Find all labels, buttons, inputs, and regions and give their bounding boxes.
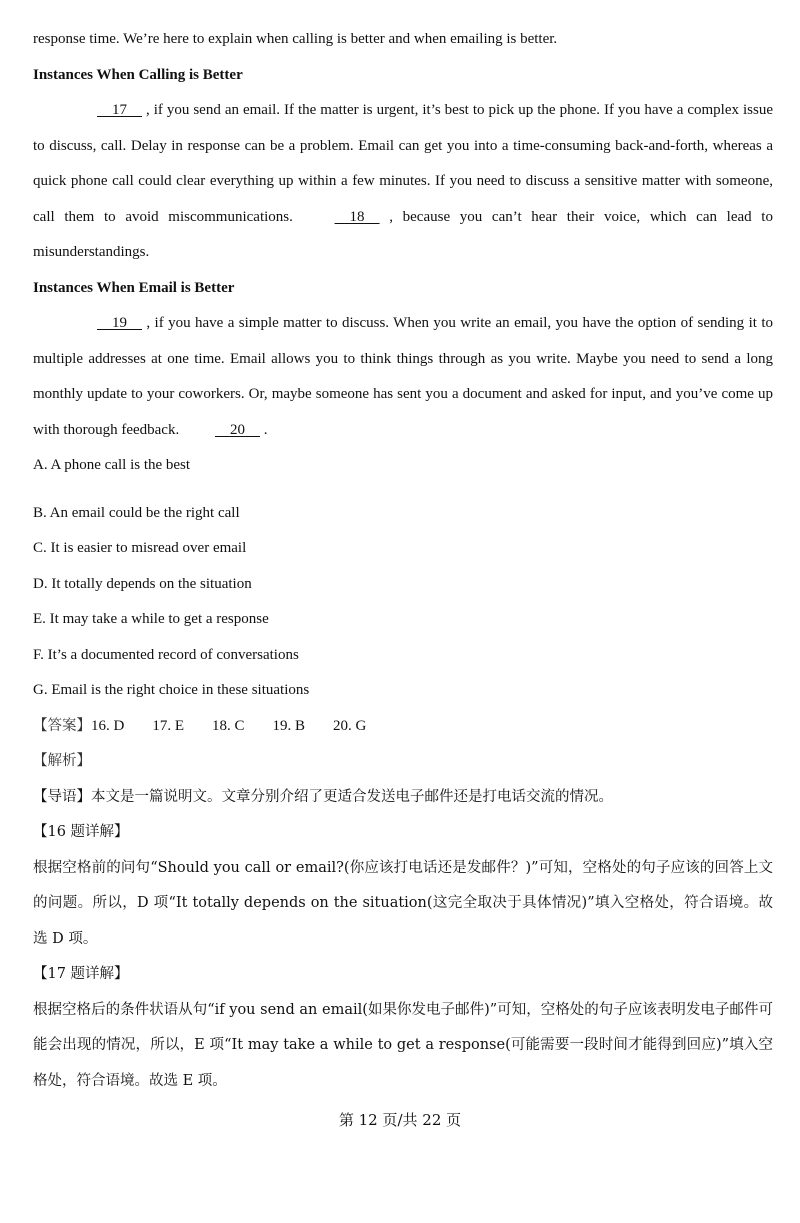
section1-heading: Instances When Calling is Better [33, 66, 243, 83]
section2-text2: . [259, 421, 268, 438]
q17-explanation: 根据空格后的条件状语从句“if you send an email(如果你发电子邮件)”可知，空格处的句子应该表明发电子邮件可能会出现的情况，所以，E 项“It may take a while to get a response(可能需要一段时间才能得到回应)”填入空格处，符合语境。故选 E 项。 [33, 1001, 773, 1089]
blank-18: 18 [349, 208, 365, 225]
intro-tail: response time. We’re here to explain when calling is better and when emailing is better. [33, 31, 558, 47]
section1-text1: , if you send an email. If the matter is urgent, it’s best to pick up the phone. If you have a complex issue to discuss, call. Delay in response can be a problem. Email can get you into a time-consuming back-and-forth, whereas a quick phone call could clear everything up within a few minutes. If you need to discuss a sensitive matter with someone, call them to avoid miscommunications. [33, 102, 773, 225]
section2-text1: , if you have a simple matter to discuss. When you write an email, you have the option of sending it to multiple addresses at one time. Email allows you to think things through as you write. Maybe you need to send a long monthly update to your coworkers. Or, maybe someone has sent you a document and asked for input, and you’ve come up with thorough feedback. [33, 315, 773, 438]
option-c: C. It is easier to misread over email [33, 540, 247, 556]
blank-19: 19 [112, 315, 127, 331]
section2-heading: Instances When Email is Better [33, 279, 235, 296]
q16-explanation: 根据空格前的问句“Should you call or email?(你应该打电话还是发邮件？)”可知，空格处的句子应该的回答上文的问题。所以，D 项“It totally depends on the situation(这完全取决于具体情况)”填入空格处，符合语境。故选 D 项。 [33, 859, 773, 947]
section1-paragraph [33, 93, 773, 271]
option-a: A. A phone call is the best [33, 457, 191, 473]
guide-text: 【导语】本文是一篇说明文。文章分别介绍了更适合发送电子邮件还是打电话交流的情况。 [33, 788, 613, 805]
q16-title: 【16 题详解】 [33, 824, 129, 840]
answer-20: 20. G [333, 717, 367, 734]
answer-16: 16. D [91, 717, 125, 734]
option-e: E. It may take a while to get a response [33, 611, 269, 627]
answer-17: 17. E [152, 717, 185, 734]
analysis-label: 【解析】 [33, 753, 91, 769]
option-d: D. It totally depends on the situation [33, 575, 252, 592]
section1-text2: , because you can’t hear their voice, which can lead to misunderstandings. [33, 208, 773, 260]
answer-label: 【答案】 [33, 717, 91, 734]
section2-paragraph [33, 306, 773, 448]
option-b: B. An email could be the right call [33, 504, 240, 521]
blank-20: 20 [229, 421, 245, 438]
option-f: F. It’s a documented record of conversations [33, 646, 299, 663]
answer-19: 19. B [272, 717, 306, 734]
answer-line [33, 709, 773, 745]
document-page [33, 22, 773, 1099]
q17-title: 【17 题详解】 [33, 966, 129, 982]
option-g: G. Email is the right choice in these situations [33, 682, 310, 698]
blank-17: 17 [112, 102, 127, 118]
page-footer: 第 12 页/共 22 页 [338, 1111, 462, 1129]
answer-18: 18. C [212, 717, 245, 734]
